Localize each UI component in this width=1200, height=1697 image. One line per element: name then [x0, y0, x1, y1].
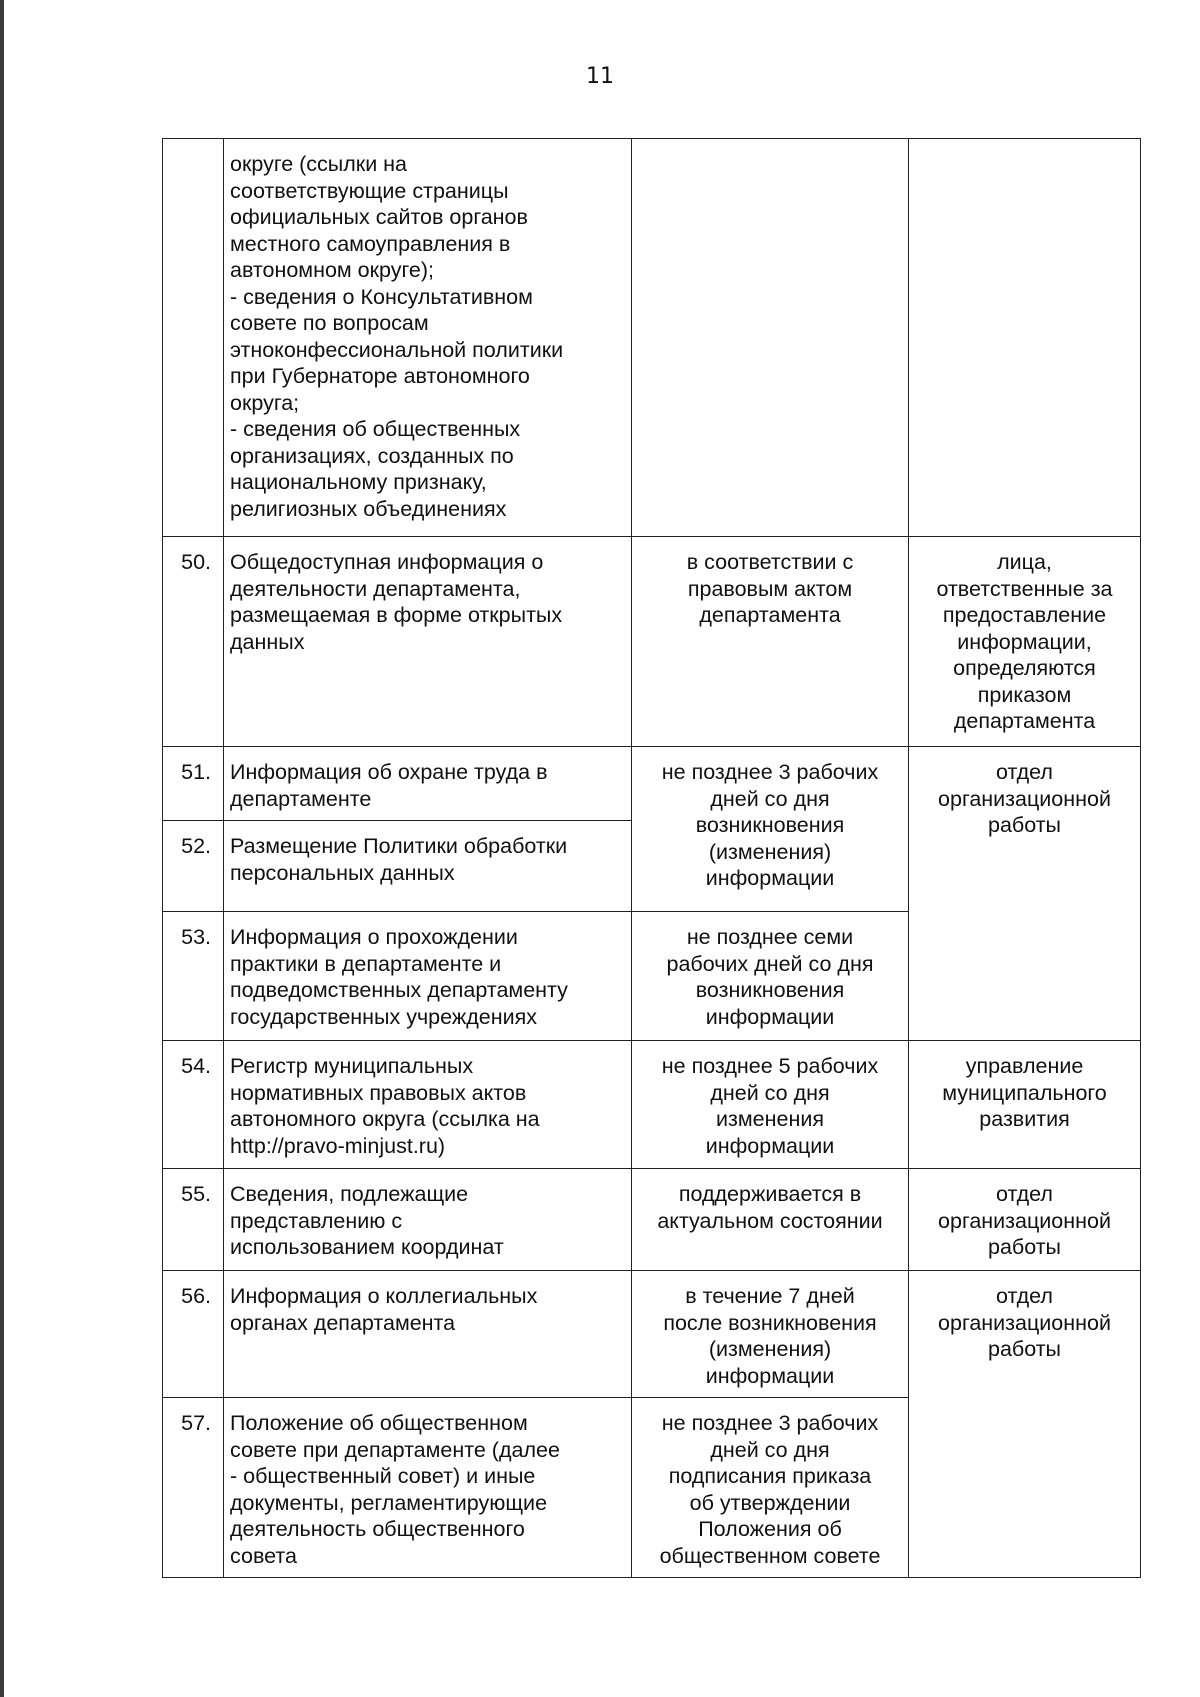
term-cell: поддерживается в актуальном состоянии	[632, 1169, 909, 1271]
responsible-cell: отдел организационной работы	[909, 747, 1141, 1041]
info-cell: Информация о коллегиальных органах департамента	[224, 1271, 632, 1398]
info-cell: Положение об общественном совете при департаменте (далее - общественный совет) и иные документы, регламентирующие деятельность общественного совета	[224, 1398, 632, 1578]
responsible-cell: лица, ответственные за предоставление информации, определяются приказом департамента	[909, 537, 1141, 747]
table-row	[163, 1169, 1141, 1271]
row-number: 53.	[163, 912, 224, 1041]
row-number: 54.	[163, 1041, 224, 1169]
row-number: 51.	[163, 747, 224, 821]
info-cell: Размещение Политики обработки персональных данных	[224, 821, 632, 912]
row-number: 52.	[163, 821, 224, 912]
row-number: 57.	[163, 1398, 224, 1578]
responsible-cell: отдел организационной работы	[909, 1271, 1141, 1578]
term-cell: не позднее 5 рабочих дней со дня изменения информации	[632, 1041, 909, 1169]
info-table	[162, 138, 1141, 1578]
info-cell: Информация об охране труда в департаменте	[224, 747, 632, 821]
table-row	[163, 139, 1141, 537]
term-cell: в соответствии с правовым актом департамента	[632, 537, 909, 747]
info-cell: Регистр муниципальных нормативных правовых актов автономного округа (ссылка на http://pravo-minjust.ru)	[224, 1041, 632, 1169]
row-number: 50.	[163, 537, 224, 747]
responsible-cell: управление муниципального развития	[909, 1041, 1141, 1169]
info-cell: округе (ссылки на соответствующие страницы официальных сайтов органов местного самоуправления в автономном округе); - сведения о Консультативном совете по вопросам этноконфессиональной политики при Губернаторе автономного округа; - сведения об общественных организациях, созданных по национальному признаку, религиозных объединениях	[224, 139, 632, 537]
table-row	[163, 747, 1141, 821]
info-cell: Сведения, подлежащие представлению с использованием координат	[224, 1169, 632, 1271]
table-row	[163, 1041, 1141, 1169]
term-cell: не позднее 3 рабочих дней со дня подписания приказа об утверждении Положения об общественном совете	[632, 1398, 909, 1578]
term-cell	[632, 139, 909, 537]
row-number: 55.	[163, 1169, 224, 1271]
table-row	[163, 1271, 1141, 1398]
term-cell: не позднее семи рабочих дней со дня возникновения информации	[632, 912, 909, 1041]
table-row	[163, 537, 1141, 747]
info-cell: Информация о прохождении практики в департаменте и подведомственных департаменту государственных учреждениях	[224, 912, 632, 1041]
term-cell: не позднее 3 рабочих дней со дня возникновения (изменения) информации	[632, 747, 909, 912]
scan-left-edge	[0, 0, 4, 1697]
term-cell: в течение 7 дней после возникновения (изменения) информации	[632, 1271, 909, 1398]
row-number: 56.	[163, 1271, 224, 1398]
info-cell: Общедоступная информация о деятельности департамента, размещаемая в форме открытых данных	[224, 537, 632, 747]
row-number	[163, 139, 224, 537]
responsible-cell	[909, 139, 1141, 537]
responsible-cell: отдел организационной работы	[909, 1169, 1141, 1271]
page-number: 11	[586, 64, 614, 89]
